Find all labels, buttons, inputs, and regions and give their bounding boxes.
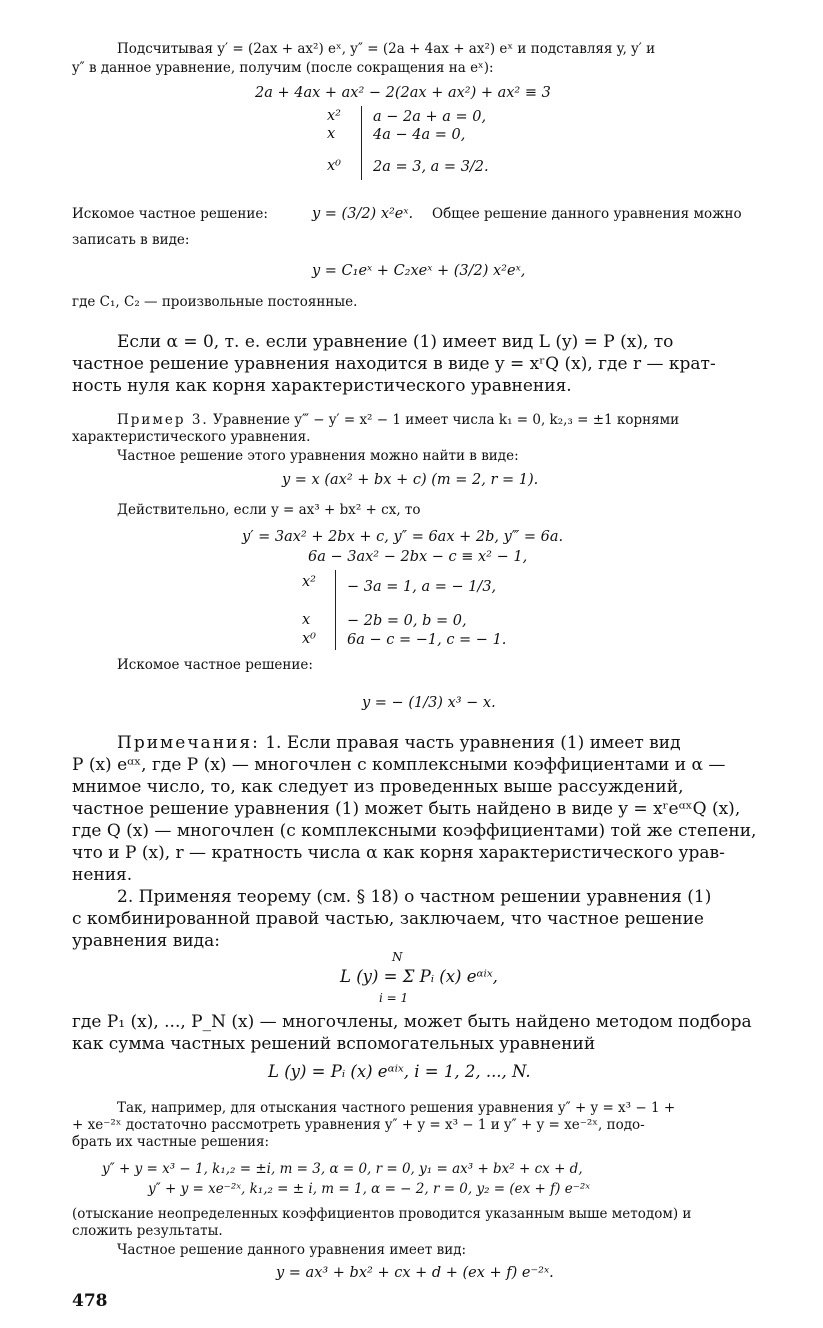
system-row: − 3a = 1, a = − 1/3, [347, 579, 497, 595]
aux-solution-equation-1: y″ + y = x³ − 1, k₁,₂ = ±i, m = 3, α = 0, r = 0, y₁ = ax³ + bx² + cx + d, [102, 1161, 583, 1177]
aux-solution-equation-2: y″ + y = xe⁻²ˣ, k₁,₂ = ± i, m = 1, α = − 2, r = 0, y₂ = (ex + f) e⁻²ˣ [148, 1181, 591, 1197]
note-1-line-7: нения. [72, 865, 133, 885]
note-2-line-3: уравнения вида: [72, 931, 221, 951]
system-row: 4a − 4a = 0, [373, 127, 466, 143]
intro-line-2: y″ в данное уравнение, получим (после сокращения на eˣ): [72, 60, 494, 76]
alpha-zero-line-1: Если α = 0, т. е. если уравнение (1) имеет вид L (y) = P (x), то [117, 332, 674, 352]
note-1-line-3: мнимое число, то, как следует из проведенных выше рассуждений, [72, 777, 684, 797]
system-label: x⁰ [302, 631, 316, 647]
note-1-line-6: что и P (x), r — кратность числа α как корня характеристического урав- [72, 843, 725, 863]
example-3-heading: Пример 3. [117, 412, 209, 428]
system-row: 2a = 3, a = 3/2. [373, 159, 489, 175]
small-example-line-2: + xe⁻²ˣ достаточно рассмотреть уравнения y″ + y = x³ − 1 и y″ + y = xe⁻²ˣ, подо- [72, 1117, 645, 1133]
small-example-line-3: брать их частные решения: [72, 1134, 270, 1150]
small-example-line-4: (отыскание неопределенных коэффициентов проводится указанным выше методом) и [72, 1206, 692, 1222]
general-solution-text: Общее решение данного уравнения можно [432, 206, 742, 222]
constants-note: где C₁, C₂ — произвольные постоянные. [72, 294, 358, 310]
final-equation: y = ax³ + bx² + cx + d + (ex + f) e⁻²ˣ. [276, 1265, 554, 1281]
general-solution-equation: y = C₁eˣ + C₂xeˣ + (3/2) x²eˣ, [312, 263, 526, 279]
system-row: a − 2a + a = 0, [373, 109, 487, 125]
result-equation: y = − (1/3) x³ − x. [362, 695, 496, 711]
example-3-line-2: характеристического уравнения. [72, 429, 311, 445]
system-row: 6a − c = −1, c = − 1. [347, 632, 507, 648]
small-example-line-1: Так, например, для отыскания частного решения уравнения y″ + y = x³ − 1 + [117, 1100, 676, 1116]
solution-form-equation: y = x (ax² + bx + c) (m = 2, r = 1). [282, 472, 539, 488]
particular-solution-label: Искомое частное решение: [72, 206, 268, 222]
page-number: 478 [72, 1291, 108, 1311]
system-row: − 2b = 0, b = 0, [347, 613, 467, 629]
sum-equation: L (y) = Σ Pᵢ (x) eᵅⁱˣ, [340, 967, 498, 986]
system-label: x² [327, 108, 341, 124]
note-1-line-1 [117, 732, 681, 754]
sum-lower-limit: i = 1 [379, 991, 409, 1005]
alpha-zero-line-3: ность нуля как корня характеристического уравнения. [72, 376, 572, 396]
general-solution-text-2: записать в виде: [72, 232, 190, 248]
note-1-line-4: частное решение уравнения (1) может быть найдено в виде y = xʳeᵅˣQ (x), [72, 799, 741, 819]
small-example-line-5: сложить результаты. [72, 1223, 223, 1239]
note-1-line-5: где Q (x) — многочлен (с комплексными коэффициентами) той же степени, [72, 821, 757, 841]
note-2-line-1: 2. Применяя теорему (см. § 18) о частном решении уравнения (1) [117, 887, 712, 907]
main-equation: 2a + 4ax + ax² − 2(2ax + ax²) + ax² ≡ 3 [255, 85, 551, 101]
notes-heading: Примечания: [117, 733, 260, 753]
small-example-line-6: Частное решение данного уравнения имеет вид: [117, 1242, 467, 1258]
system-label: x [327, 126, 336, 142]
particular-solution-equation: y = (3/2) x²eˣ. [312, 206, 414, 222]
indeed-line: Действительно, если y = ax³ + bx² + cx, то [117, 502, 421, 518]
alpha-zero-line-2: частное решение уравнения находится в виде y = xʳQ (x), где r — крат- [72, 354, 716, 374]
note-2-line-4: где P₁ (x), ..., P_N (x) — многочлены, может быть найдено методом подбора [72, 1012, 752, 1032]
example-3-text: Уравнение y‴ − y′ = x² − 1 имеет числа k₁ = 0, k₂,₃ = ±1 корнями [208, 412, 680, 428]
system-label: x [302, 612, 311, 628]
intro-line-1: Подсчитывая y′ = (2ax + ax²) eˣ, y″ = (2a + 4ax + ax²) eˣ и подставляя y, y′ и [117, 41, 656, 57]
note-1-line-2: P (x) eᵅˣ, где P (x) — многочлен с комплексными коэффициентами и α — [72, 755, 726, 775]
note-2-line-2: с комбинированной правой частью, заключаем, что частное решение [72, 909, 704, 929]
example-3-line-1 [117, 412, 679, 429]
system-label: x⁰ [327, 158, 341, 174]
system-label: x² [302, 574, 316, 590]
note-2-line-5: как сумма частных решений вспомогательных уравнений [72, 1034, 596, 1054]
result-label: Искомое частное решение: [117, 657, 313, 673]
system-bar [335, 570, 336, 650]
note-1-text: 1. Если правая часть уравнения (1) имеет вид [259, 733, 681, 753]
substitution-equation: 6a − 3ax² − 2bx − c ≡ x² − 1, [308, 549, 528, 565]
system-bar [361, 106, 362, 180]
example-3-line-3: Частное решение этого уравнения можно найти в виде: [117, 448, 519, 464]
sum-upper-limit: N [392, 950, 403, 964]
auxiliary-equation: L (y) = Pᵢ (x) eᵅⁱˣ, i = 1, 2, ..., N. [268, 1062, 531, 1081]
derivatives-equation: y′ = 3ax² + 2bx + c, y″ = 6ax + 2b, y‴ = 6a. [242, 529, 564, 545]
